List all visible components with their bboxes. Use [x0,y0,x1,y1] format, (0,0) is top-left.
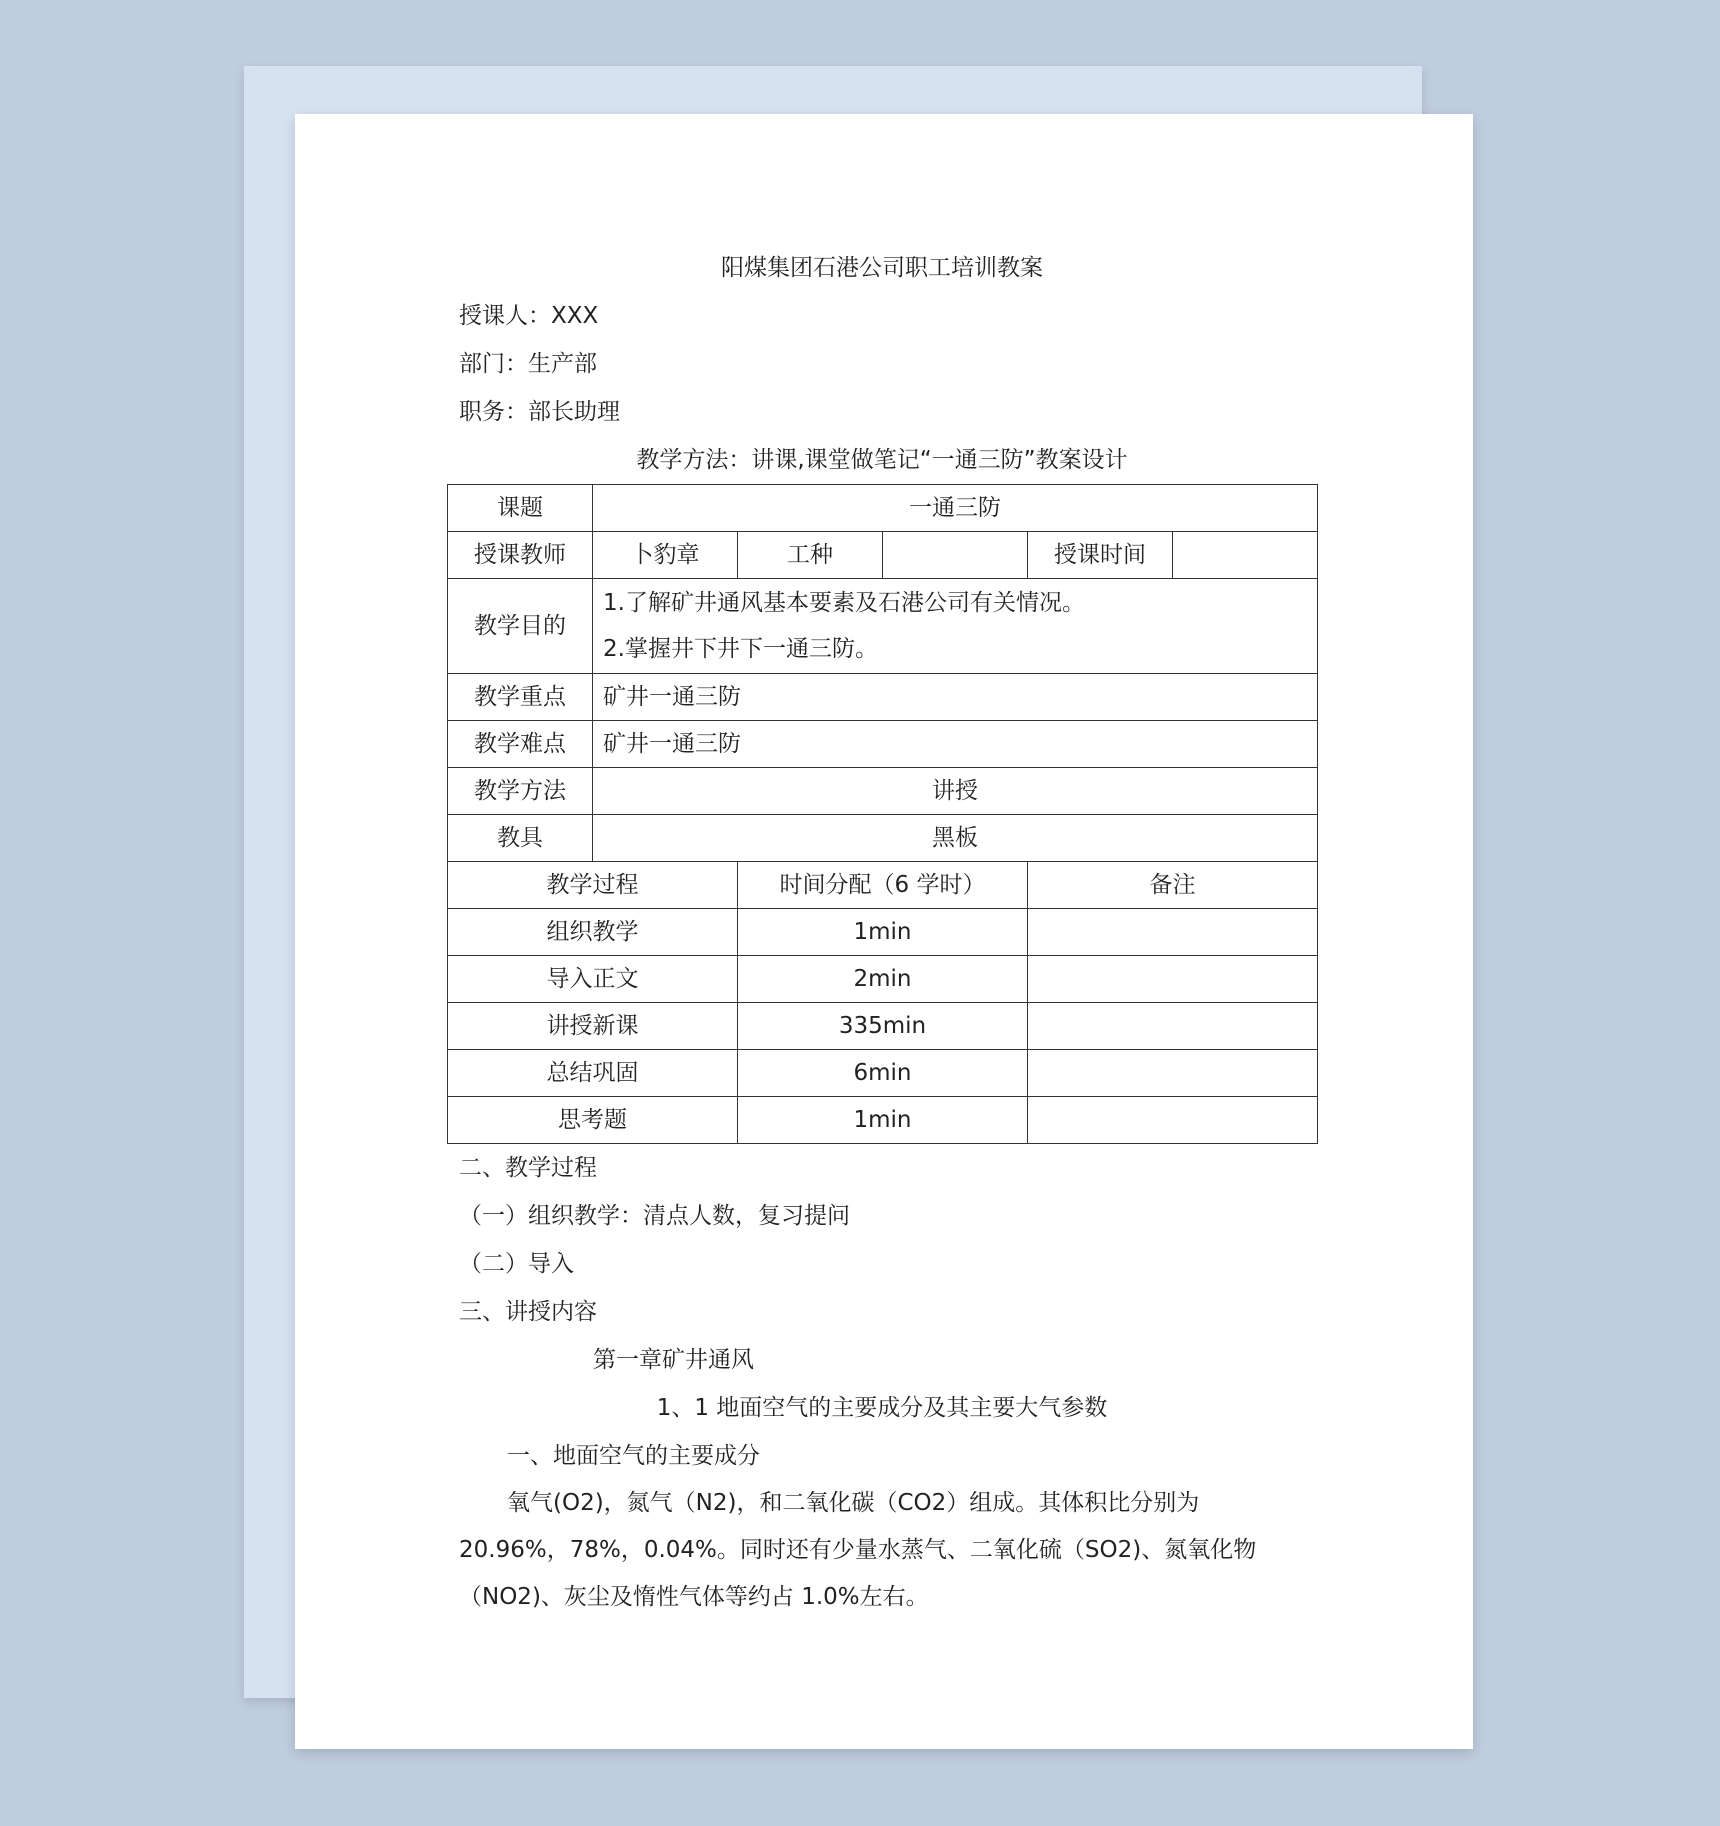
time-label: 授课时间 [1028,532,1173,579]
table-row-goals [448,579,1318,674]
process-note [1028,956,1318,1003]
table-row-focus [448,674,1318,721]
table-row [448,1050,1318,1097]
teacher-value: 卜豹章 [593,532,738,579]
subsection-organize: （一）组织教学：清点人数，复习提问 [459,1203,850,1229]
difficulty-label: 教学难点 [448,721,593,768]
process-time: 1min [738,909,1028,956]
body-paragraph: 氧气(O2)，氮气（N2)，和二氧化碳（CO2）组成。其体积比分别为 20.96%，78%，0.04%。同时还有少量水蒸气、二氧化硫（SO2)、氮氧化物（NO2)、灰尘及惰性气体等约占 1.0%左右。 [459,1490,1257,1610]
document-page [295,114,1473,1749]
lesson-plan-table [447,484,1318,1144]
job-value [883,532,1028,579]
table-row [448,956,1318,1003]
goal-cell [593,579,1318,674]
topic-label: 课题 [448,485,593,532]
note-header: 备注 [1028,862,1318,909]
goal-2: 2.掌握井下井下一通三防。 [603,636,878,662]
table-row-difficulty [448,721,1318,768]
process-note [1028,1097,1318,1144]
focus-value: 矿井一通三防 [593,674,1318,721]
table-row [448,909,1318,956]
process-note [1028,909,1318,956]
job-label: 工种 [738,532,883,579]
process-step: 组织教学 [448,909,738,956]
department-line: 部门：生产部 [459,351,597,377]
process-time: 2min [738,956,1028,1003]
table-row-method [448,768,1318,815]
teacher-label: 授课教师 [448,532,593,579]
document-content [447,244,1317,1621]
process-step: 讲授新课 [448,1003,738,1050]
method-value: 讲授 [593,768,1318,815]
process-step: 总结巩固 [448,1050,738,1097]
section-content: 三、讲授内容 [459,1299,597,1325]
section-teaching-process: 二、教学过程 [459,1155,597,1181]
goal-1: 1.了解矿井通风基本要素及石港公司有关情况。 [603,590,1085,616]
topic-value: 一通三防 [593,485,1318,532]
process-step: 导入正文 [448,956,738,1003]
time-header: 时间分配（6 学时） [738,862,1028,909]
table-row-topic [448,485,1318,532]
table-row-tools [448,815,1318,862]
time-value [1173,532,1318,579]
teacher-line: 授课人：XXX [459,303,599,329]
table-row [448,1097,1318,1144]
table-row-teacher [448,532,1318,579]
goal-label: 教学目的 [448,579,593,674]
document-title: 阳煤集团石港公司职工培训教案 [721,255,1043,281]
table-row-process-header [448,862,1318,909]
difficulty-value: 矿井一通三防 [593,721,1318,768]
method-heading: 教学方法：讲课,课堂做笔记“一通三防”教案设计 [636,447,1128,473]
tools-value: 黑板 [593,815,1318,862]
process-time: 335min [738,1003,1028,1050]
method-label: 教学方法 [448,768,593,815]
subsection-intro: （二）导入 [459,1251,574,1277]
subsection-title: 1、1 地面空气的主要成分及其主要大气参数 [656,1395,1108,1421]
process-header: 教学过程 [448,862,738,909]
table-row [448,1003,1318,1050]
focus-label: 教学重点 [448,674,593,721]
tools-label: 教具 [448,815,593,862]
process-note [1028,1003,1318,1050]
process-step: 思考题 [448,1097,738,1144]
chapter-title: 第一章矿井通风 [593,1347,754,1373]
position-line: 职务：部长助理 [459,399,620,425]
process-time: 6min [738,1050,1028,1097]
process-note [1028,1050,1318,1097]
process-time: 1min [738,1097,1028,1144]
point-title: 一、地面空气的主要成分 [507,1443,760,1469]
